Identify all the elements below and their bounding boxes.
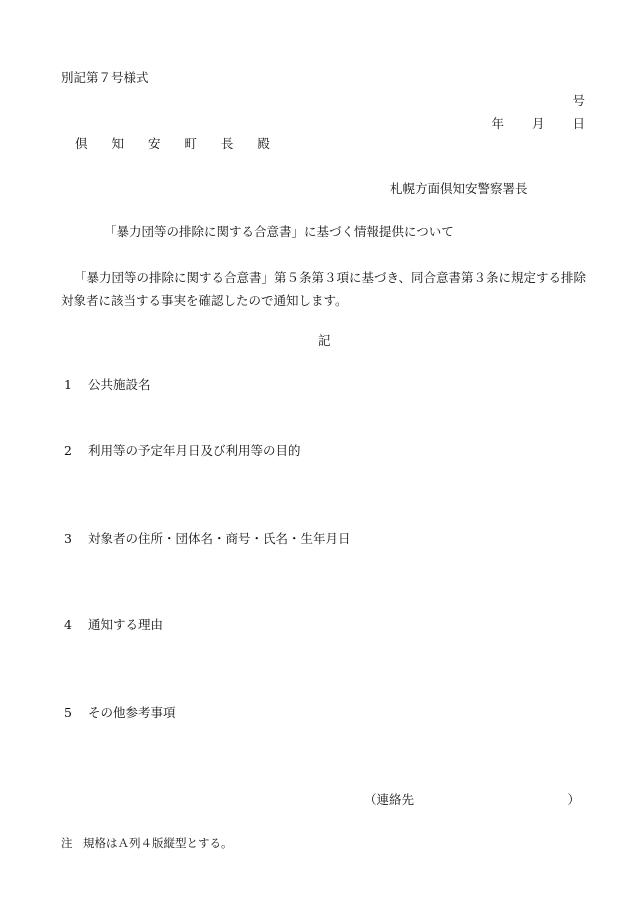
list-item [64,617,163,632]
sender: 札幌方面倶知安警察署長 [390,181,528,196]
contact-line [364,792,580,807]
list-item [64,443,301,458]
item-label: 対象者の住所・団体名・商号・氏名・生年月日 [88,531,351,546]
item-number: 2 [64,443,72,458]
footnote [61,837,233,851]
date-line [491,116,585,131]
date-month: 月 [531,116,545,131]
body-text: 「暴力団等の排除に関する合意書」第５条第３項に基づき、同合意書第３条に規定する排除対象者に該当する事実を確認したので通知します。 [61,270,587,308]
form-number: 別記第７号様式 [61,70,149,85]
list-item [64,705,176,720]
note-text: 規格はＡ列４版縦型とする。 [83,836,233,850]
note-label: 注 [61,836,73,850]
list-item [64,531,351,546]
item-number: 4 [64,617,72,632]
subject-title: 「暴力団等の排除に関する合意書」に基づく情報提供について [104,224,454,239]
list-item [64,377,151,392]
item-label: 利用等の予定年月日及び利用等の目的 [88,443,301,458]
contact-close: ） [567,792,580,807]
date-day: 日 [572,116,585,131]
item-label: 公共施設名 [88,377,151,392]
document-number-label: 号 [572,93,585,108]
contact-open: （連絡先 [364,792,415,807]
item-number: 5 [64,705,72,720]
ki-heading: 記 [318,333,331,348]
addressee: 倶 知 安 町 長 殿 [75,136,280,151]
date-year: 年 [491,116,504,131]
item-label: 通知する理由 [88,617,164,632]
item-label: その他参考事項 [88,705,176,720]
item-number: 1 [64,377,72,392]
item-number: 3 [64,531,72,546]
